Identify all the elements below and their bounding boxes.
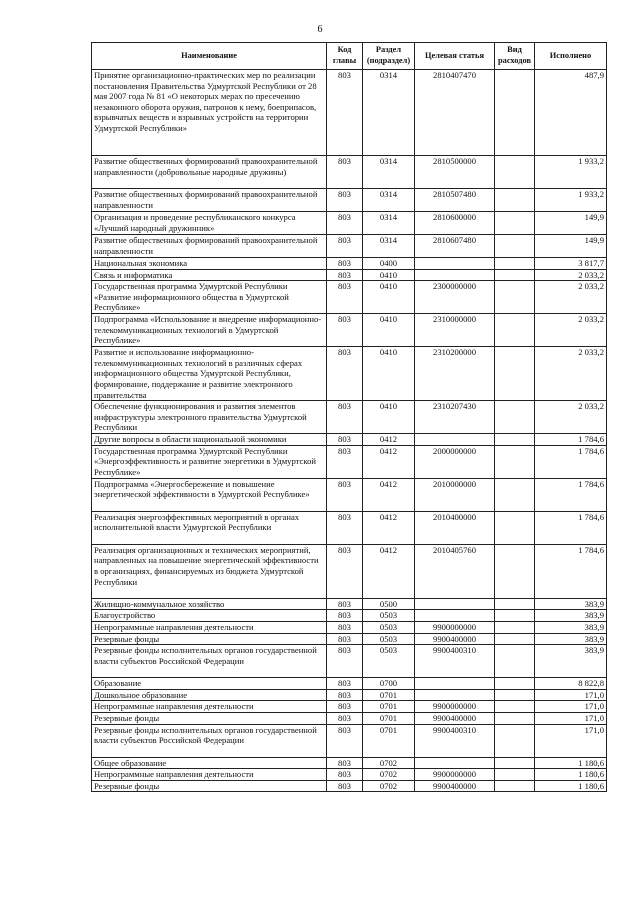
row-executed-cell: 1 784,6	[535, 434, 607, 446]
header-expense-type: Вид расходов	[495, 43, 535, 70]
row-expense-type-cell	[495, 689, 535, 701]
row-name-cell: Развитие общественных формирований правоохранительной направленности (добровольные народные дружины)	[92, 156, 327, 189]
row-code-cell: 803	[327, 633, 363, 645]
header-name: Наименование	[92, 43, 327, 70]
row-expense-type-cell	[495, 633, 535, 645]
row-code-cell: 803	[327, 258, 363, 270]
row-section-cell: 0503	[363, 645, 415, 678]
row-section-cell: 0701	[363, 701, 415, 713]
row-section-cell: 0412	[363, 544, 415, 598]
table-row	[92, 633, 607, 645]
row-name-cell: Организация и проведение республиканского конкурса «Лучший народный дружинник»	[92, 212, 327, 235]
row-target-cell	[415, 757, 495, 769]
row-expense-type-cell	[495, 434, 535, 446]
row-name-cell: Подпрограмма «Энергосбережение и повышение энергетической эффективности в Удмуртской Республике»	[92, 478, 327, 511]
row-expense-type-cell	[495, 511, 535, 544]
table-row	[92, 701, 607, 713]
row-target-cell: 2010405760	[415, 544, 495, 598]
table-row	[92, 769, 607, 781]
header-section: Раздел (подраздел)	[363, 43, 415, 70]
row-target-cell	[415, 610, 495, 622]
row-section-cell: 0410	[363, 281, 415, 314]
row-expense-type-cell	[495, 544, 535, 598]
row-expense-type-cell	[495, 621, 535, 633]
row-expense-type-cell	[495, 769, 535, 781]
table-row	[92, 434, 607, 446]
row-executed-cell: 1 784,6	[535, 544, 607, 598]
row-name-cell: Благоустройство	[92, 610, 327, 622]
row-expense-type-cell	[495, 401, 535, 434]
row-expense-type-cell	[495, 478, 535, 511]
table-row	[92, 712, 607, 724]
row-section-cell: 0314	[363, 189, 415, 212]
row-executed-cell: 1 180,6	[535, 757, 607, 769]
row-target-cell: 2810600000	[415, 212, 495, 235]
row-executed-cell: 487,9	[535, 70, 607, 156]
table-row	[92, 724, 607, 757]
row-target-cell: 2310207430	[415, 401, 495, 434]
row-name-cell: Национальная экономика	[92, 258, 327, 270]
row-target-cell: 2810507480	[415, 189, 495, 212]
row-code-cell: 803	[327, 769, 363, 781]
row-code-cell: 803	[327, 621, 363, 633]
row-executed-cell: 171,0	[535, 689, 607, 701]
table-row	[92, 478, 607, 511]
row-executed-cell: 1 784,6	[535, 511, 607, 544]
row-code-cell: 803	[327, 235, 363, 258]
header-executed: Исполнено	[535, 43, 607, 70]
table-row	[92, 314, 607, 347]
row-executed-cell: 1 933,2	[535, 156, 607, 189]
table-row	[92, 189, 607, 212]
row-code-cell: 803	[327, 189, 363, 212]
row-target-cell: 2310200000	[415, 347, 495, 401]
row-executed-cell: 2 033,2	[535, 281, 607, 314]
row-target-cell: 2810607480	[415, 235, 495, 258]
row-name-cell: Государственная программа Удмуртской Республики «Энергоэффективность и развитие энергетики в Удмуртской Республике»	[92, 445, 327, 478]
row-target-cell: 9900400310	[415, 645, 495, 678]
row-executed-cell: 2 033,2	[535, 314, 607, 347]
row-name-cell: Подпрограмма «Использование и внедрение информационно-телекоммуникационных технологий в Удмуртской Республике»	[92, 314, 327, 347]
row-executed-cell: 383,9	[535, 598, 607, 610]
row-target-cell	[415, 598, 495, 610]
row-section-cell: 0702	[363, 757, 415, 769]
row-executed-cell: 1 933,2	[535, 189, 607, 212]
row-name-cell: Другие вопросы в области национальной экономики	[92, 434, 327, 446]
row-section-cell: 0410	[363, 269, 415, 281]
row-code-cell: 803	[327, 212, 363, 235]
row-name-cell: Образование	[92, 678, 327, 690]
row-section-cell: 0412	[363, 434, 415, 446]
row-expense-type-cell	[495, 189, 535, 212]
row-code-cell: 803	[327, 678, 363, 690]
table-row	[92, 678, 607, 690]
row-expense-type-cell	[495, 645, 535, 678]
row-target-cell	[415, 678, 495, 690]
table-row	[92, 598, 607, 610]
row-code-cell: 803	[327, 281, 363, 314]
table-row	[92, 511, 607, 544]
row-expense-type-cell	[495, 598, 535, 610]
row-code-cell: 803	[327, 314, 363, 347]
row-code-cell: 803	[327, 780, 363, 792]
row-target-cell: 2010400000	[415, 511, 495, 544]
row-section-cell: 0702	[363, 769, 415, 781]
row-name-cell: Развитие и использование информационно-телекоммуникационных технологий в различных сферах информационного общества Удмуртской Республики, формирование, поддержание и развитие электронного правительства	[92, 347, 327, 401]
table-row	[92, 156, 607, 189]
row-name-cell: Дошкольное образование	[92, 689, 327, 701]
table-row	[92, 689, 607, 701]
row-expense-type-cell	[495, 70, 535, 156]
row-name-cell: Государственная программа Удмуртской Республики «Развитие информационного общества в Удмуртской Республике»	[92, 281, 327, 314]
row-name-cell: Непрограммные направления деятельности	[92, 701, 327, 713]
row-section-cell: 0412	[363, 445, 415, 478]
table-row	[92, 401, 607, 434]
row-section-cell: 0400	[363, 258, 415, 270]
row-target-cell: 9900400000	[415, 633, 495, 645]
row-section-cell: 0503	[363, 610, 415, 622]
table-row	[92, 645, 607, 678]
row-executed-cell: 1 180,6	[535, 769, 607, 781]
row-target-cell: 2010000000	[415, 478, 495, 511]
row-section-cell: 0410	[363, 347, 415, 401]
row-section-cell: 0314	[363, 235, 415, 258]
row-name-cell: Связь и информатика	[92, 269, 327, 281]
row-executed-cell: 2 033,2	[535, 269, 607, 281]
row-name-cell: Реализация организационных и технических мероприятий, направленных на повышение энергетической эффективности в организациях, финансируемых из бюджета Удмуртской Республики	[92, 544, 327, 598]
row-name-cell: Принятие организационно-практических мер по реализации постановления Правительства Удмуртской Республики от 28 мая 2007 года № 81 «О некоторых мерах по пресечению незаконного оборота оружия, патронов к нему, боеприпасов, взрывчатых веществ и взрывных устройств на территории Удмуртской Республики»	[92, 70, 327, 156]
row-executed-cell: 8 822,8	[535, 678, 607, 690]
row-name-cell: Резервные фонды исполнительных органов государственной власти субъектов Российской Федерации	[92, 724, 327, 757]
row-code-cell: 803	[327, 757, 363, 769]
row-expense-type-cell	[495, 724, 535, 757]
row-name-cell: Развитие общественных формирований правоохранительной направленности	[92, 189, 327, 212]
row-section-cell: 0410	[363, 314, 415, 347]
row-target-cell	[415, 689, 495, 701]
table-row	[92, 347, 607, 401]
row-code-cell: 803	[327, 401, 363, 434]
row-target-cell	[415, 434, 495, 446]
page-number: 6	[317, 24, 323, 35]
table-row	[92, 780, 607, 792]
row-executed-cell: 149,9	[535, 212, 607, 235]
table-body	[92, 70, 607, 792]
row-expense-type-cell	[495, 258, 535, 270]
table-row	[92, 70, 607, 156]
row-section-cell: 0503	[363, 621, 415, 633]
row-code-cell: 803	[327, 689, 363, 701]
table-row	[92, 621, 607, 633]
row-code-cell: 803	[327, 610, 363, 622]
row-section-cell: 0314	[363, 212, 415, 235]
budget-execution-table	[91, 42, 607, 792]
row-code-cell: 803	[327, 544, 363, 598]
row-section-cell: 0314	[363, 70, 415, 156]
row-target-cell: 9900000000	[415, 769, 495, 781]
row-section-cell: 0702	[363, 780, 415, 792]
row-name-cell: Резервные фонды	[92, 780, 327, 792]
row-name-cell: Жилищно-коммунальное хозяйство	[92, 598, 327, 610]
row-section-cell: 0500	[363, 598, 415, 610]
row-code-cell: 803	[327, 434, 363, 446]
row-target-cell: 9900400000	[415, 712, 495, 724]
table-header	[92, 43, 607, 70]
row-target-cell	[415, 258, 495, 270]
row-code-cell: 803	[327, 269, 363, 281]
row-target-cell: 2810407470	[415, 70, 495, 156]
row-target-cell: 9900000000	[415, 701, 495, 713]
row-executed-cell: 1 784,6	[535, 478, 607, 511]
row-code-cell: 803	[327, 712, 363, 724]
row-executed-cell: 2 033,2	[535, 401, 607, 434]
table-row	[92, 610, 607, 622]
row-target-cell	[415, 269, 495, 281]
row-executed-cell: 3 817,7	[535, 258, 607, 270]
row-section-cell: 0701	[363, 689, 415, 701]
row-section-cell: 0314	[363, 156, 415, 189]
row-target-cell: 9900000000	[415, 621, 495, 633]
row-name-cell: Реализация энергоэффективных мероприятий в органах исполнительной власти Удмуртской Республики	[92, 511, 327, 544]
row-expense-type-cell	[495, 212, 535, 235]
row-code-cell: 803	[327, 478, 363, 511]
row-executed-cell: 171,0	[535, 712, 607, 724]
row-executed-cell: 383,9	[535, 610, 607, 622]
row-code-cell: 803	[327, 701, 363, 713]
header-row	[92, 43, 607, 70]
row-section-cell: 0410	[363, 401, 415, 434]
row-target-cell: 2000000000	[415, 445, 495, 478]
header-target: Целевая статья	[415, 43, 495, 70]
row-executed-cell: 1 180,6	[535, 780, 607, 792]
row-expense-type-cell	[495, 445, 535, 478]
row-name-cell: Резервные фонды исполнительных органов государственной власти субъектов Российской Федерации	[92, 645, 327, 678]
row-code-cell: 803	[327, 511, 363, 544]
row-target-cell: 9900400000	[415, 780, 495, 792]
row-target-cell: 2310000000	[415, 314, 495, 347]
row-section-cell: 0701	[363, 712, 415, 724]
row-section-cell: 0412	[363, 478, 415, 511]
row-name-cell: Непрограммные направления деятельности	[92, 769, 327, 781]
row-code-cell: 803	[327, 598, 363, 610]
row-name-cell: Резервные фонды	[92, 712, 327, 724]
row-executed-cell: 383,9	[535, 621, 607, 633]
row-expense-type-cell	[495, 314, 535, 347]
table-row	[92, 544, 607, 598]
row-code-cell: 803	[327, 70, 363, 156]
row-name-cell: Обеспечение функционирования и развития элементов инфраструктуры электронного правительства Удмуртской Республики	[92, 401, 327, 434]
row-executed-cell: 383,9	[535, 645, 607, 678]
row-executed-cell: 171,0	[535, 724, 607, 757]
row-section-cell: 0412	[363, 511, 415, 544]
row-name-cell: Развитие общественных формирований правоохранительной направленности	[92, 235, 327, 258]
row-expense-type-cell	[495, 610, 535, 622]
row-name-cell: Резервные фонды	[92, 633, 327, 645]
row-section-cell: 0700	[363, 678, 415, 690]
table-row	[92, 269, 607, 281]
row-expense-type-cell	[495, 757, 535, 769]
row-expense-type-cell	[495, 156, 535, 189]
row-expense-type-cell	[495, 701, 535, 713]
row-code-cell: 803	[327, 724, 363, 757]
row-executed-cell: 149,9	[535, 235, 607, 258]
table-row	[92, 235, 607, 258]
row-expense-type-cell	[495, 780, 535, 792]
row-executed-cell: 383,9	[535, 633, 607, 645]
row-executed-cell: 1 784,6	[535, 445, 607, 478]
table-row	[92, 445, 607, 478]
row-code-cell: 803	[327, 645, 363, 678]
row-target-cell: 2300000000	[415, 281, 495, 314]
row-expense-type-cell	[495, 269, 535, 281]
table-row	[92, 212, 607, 235]
row-section-cell: 0701	[363, 724, 415, 757]
row-executed-cell: 171,0	[535, 701, 607, 713]
row-name-cell: Общее образование	[92, 757, 327, 769]
row-expense-type-cell	[495, 235, 535, 258]
table-row	[92, 757, 607, 769]
table-row	[92, 281, 607, 314]
row-code-cell: 803	[327, 156, 363, 189]
header-code: Код главы	[327, 43, 363, 70]
row-code-cell: 803	[327, 445, 363, 478]
row-expense-type-cell	[495, 281, 535, 314]
row-executed-cell: 2 033,2	[535, 347, 607, 401]
row-expense-type-cell	[495, 347, 535, 401]
row-code-cell: 803	[327, 347, 363, 401]
row-section-cell: 0503	[363, 633, 415, 645]
row-target-cell: 9900400310	[415, 724, 495, 757]
table-row	[92, 258, 607, 270]
row-name-cell: Непрограммные направления деятельности	[92, 621, 327, 633]
row-target-cell: 2810500000	[415, 156, 495, 189]
row-expense-type-cell	[495, 712, 535, 724]
row-expense-type-cell	[495, 678, 535, 690]
